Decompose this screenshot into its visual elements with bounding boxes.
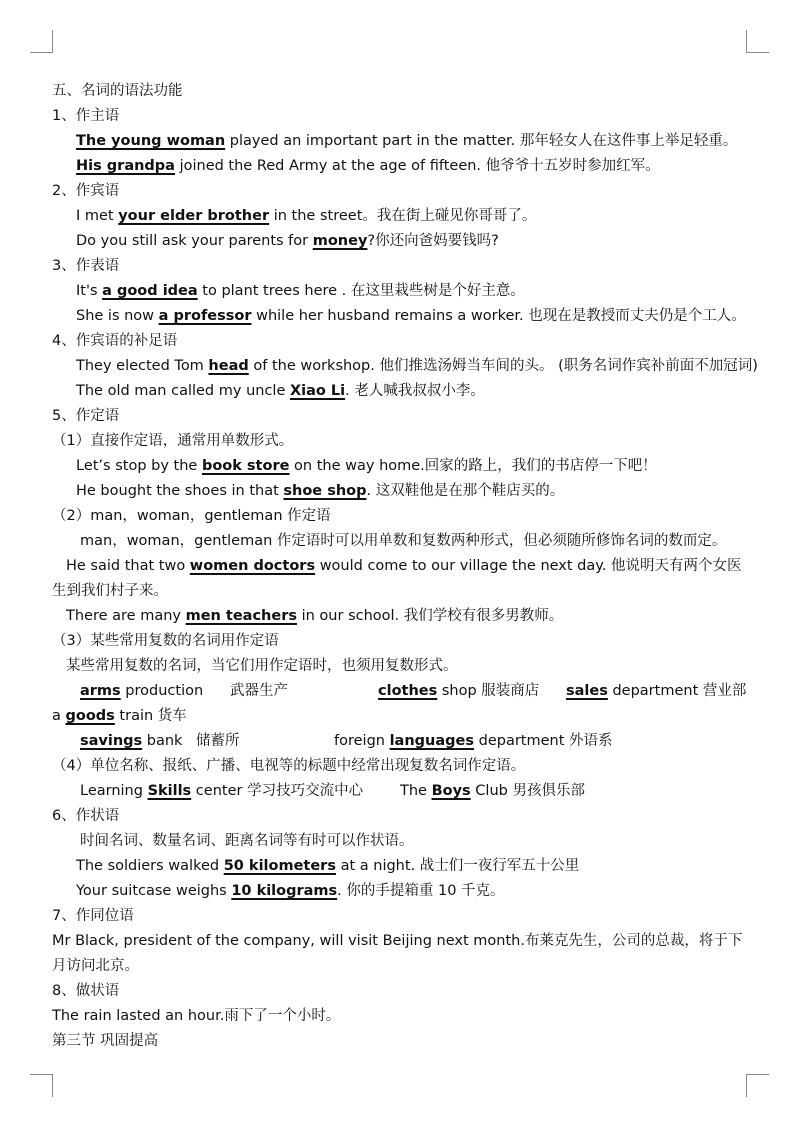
underlined-term: arms	[80, 683, 121, 699]
example-line	[52, 279, 752, 304]
underlined-term: Skills	[147, 783, 192, 799]
example-text: played an important part in the matter. 那年轻女人在这件事上举足轻重。	[225, 133, 738, 149]
underlined-term: a professor	[158, 308, 252, 324]
crop-mark-bottom-right	[746, 1074, 769, 1097]
underlined-term: 10 kilograms	[231, 883, 338, 899]
example-text: It's	[76, 283, 103, 299]
example-text: center 学习技巧交流中心	[191, 783, 364, 799]
example-text: She is now	[76, 308, 159, 324]
section-title: 2、作宾语	[52, 183, 120, 199]
underlined-term: men teachers	[185, 608, 297, 624]
example-line	[52, 879, 752, 904]
example-text: ?你还向爸妈要钱吗?	[367, 233, 499, 249]
example-line	[52, 604, 752, 629]
example-text: The soldiers walked	[76, 858, 224, 874]
underlined-term: goods	[65, 708, 115, 724]
example-text: department 外语系	[474, 733, 613, 749]
underlined-term: sales	[566, 683, 608, 699]
underlined-term: Xiao Li	[289, 383, 346, 399]
subsection-title: （2）man，woman，gentleman 作定语	[52, 508, 331, 524]
example-row	[52, 679, 752, 704]
subsection-title: （3）某些常用复数的名词用作定语	[52, 633, 279, 649]
underlined-term: clothes	[378, 683, 438, 699]
description-line: man，woman，gentleman 作定语时可以用单数和复数两种形式，但必须随所修饰名词的数而定。	[80, 533, 727, 549]
example-text: foreign	[334, 733, 390, 749]
section-title: 6、作状语	[52, 808, 120, 824]
example-cell	[80, 729, 196, 754]
example-text: while her husband remains a worker. 也现在是教授而丈夫仍是个工人。	[251, 308, 746, 324]
crop-mark-bottom-left	[30, 1074, 53, 1097]
example-text: The old man called my uncle	[76, 383, 290, 399]
underlined-term: languages	[389, 733, 474, 749]
section-title: 5、作定语	[52, 408, 120, 424]
example-text: . 老人喊我叔叔小李。	[345, 383, 485, 399]
section-title: 3、作表语	[52, 258, 120, 274]
example-cell	[400, 779, 585, 804]
example-text: in our school. 我们学校有很多男教师。	[297, 608, 564, 624]
section-title: 8、做状语	[52, 983, 120, 999]
section-heading: 五、名词的语法功能	[52, 83, 183, 99]
example-cell: 储蓄所	[196, 733, 240, 749]
subsection-title: （1）直接作定语，通常用单数形式。	[52, 433, 294, 449]
underlined-term: money	[312, 233, 368, 249]
example-line	[52, 704, 752, 729]
example-cell	[378, 679, 566, 704]
example-text: He said that two	[66, 558, 190, 574]
example-line	[52, 304, 752, 329]
example-line	[52, 154, 752, 179]
example-text: department 营业部	[607, 683, 747, 699]
underlined-term: a good idea	[102, 283, 198, 299]
example-text: to plant trees here . 在这里栽些树是个好主意。	[197, 283, 525, 299]
example-line	[52, 479, 752, 504]
example-text: of the workshop. 他们推选汤姆当车间的头。 (职务名词作宾补前面不加冠词)	[248, 358, 758, 374]
example-text: in the street。我在街上碰见你哥哥了。	[269, 208, 537, 224]
example-cell: 武器生产	[230, 683, 288, 699]
example-text: shop 服装商店	[437, 683, 540, 699]
example-text: train 货车	[114, 708, 187, 724]
example-row	[52, 729, 752, 754]
example-line: The rain lasted an hour.雨下了一个小时。	[52, 1008, 341, 1024]
example-line	[52, 229, 752, 254]
crop-mark-top-right	[746, 30, 769, 53]
example-text: joined the Red Army at the age of fifteen. 他爷爷十五岁时参加红军。	[174, 158, 660, 174]
underlined-term: your elder brother	[118, 208, 270, 224]
example-text: production	[120, 683, 204, 699]
example-text: bank	[142, 733, 183, 749]
footer-heading: 第三节 巩固提高	[52, 1033, 159, 1049]
example-text: a	[52, 708, 66, 724]
example-text: There are many	[66, 608, 186, 624]
example-text: I met	[76, 208, 119, 224]
section-title: 4、作宾语的补足语	[52, 333, 178, 349]
example-text: would come to our village the next day. 他说明天有两个女医生到我们村子来。	[52, 558, 742, 599]
example-line	[52, 379, 752, 404]
example-text: Club 男孩俱乐部	[470, 783, 585, 799]
underlined-term: shoe shop	[283, 483, 367, 499]
example-text: Learning	[80, 783, 148, 799]
description-line: 时间名词、数量名词、距离名词等有时可以作状语。	[80, 833, 414, 849]
example-paragraph: Mr Black, president of the company, will visit Beijing next month.布莱克先生，公司的总裁，将于下月访问北京。	[52, 933, 743, 974]
example-text: at a night. 战士们一夜行军五十公里	[335, 858, 580, 874]
example-line	[52, 554, 752, 604]
underlined-term: The young woman	[76, 133, 226, 149]
underlined-term: head	[208, 358, 249, 374]
example-cell	[566, 679, 746, 704]
example-line	[52, 129, 752, 154]
example-cell	[80, 679, 230, 704]
example-line	[52, 854, 752, 879]
example-line	[52, 204, 752, 229]
example-cell	[334, 729, 613, 754]
example-row	[52, 779, 752, 804]
example-text: Your suitcase weighs	[76, 883, 232, 899]
example-cell	[80, 779, 400, 804]
underlined-term: 50 kilometers	[223, 858, 336, 874]
example-text: The	[400, 783, 432, 799]
subsection-title: （4）单位名称、报纸、广播、电视等的标题中经常出现复数名词作定语。	[52, 758, 526, 774]
example-text: Let’s stop by the	[76, 458, 202, 474]
document-body	[52, 79, 758, 1054]
underlined-term: savings	[80, 733, 143, 749]
example-text: He bought the shoes in that	[76, 483, 284, 499]
underlined-term: His grandpa	[76, 158, 175, 174]
example-text: on the way home.回家的路上，我们的书店停一下吧！	[289, 458, 657, 474]
underlined-term: Boys	[431, 783, 471, 799]
underlined-term: women doctors	[189, 558, 316, 574]
underlined-term: book store	[201, 458, 290, 474]
example-text: . 你的手提箱重 10 千克。	[337, 883, 505, 899]
crop-mark-top-left	[30, 30, 53, 53]
description-line: 某些常用复数的名词，当它们用作定语时，也须用复数形式。	[66, 658, 458, 674]
example-text: They elected Tom	[76, 358, 209, 374]
example-line	[52, 454, 752, 479]
section-title: 7、作同位语	[52, 908, 134, 924]
example-text: . 这双鞋他是在那个鞋店买的。	[366, 483, 565, 499]
example-line	[52, 354, 758, 379]
section-title: 1、作主语	[52, 108, 120, 124]
example-text: Do you still ask your parents for	[76, 233, 313, 249]
